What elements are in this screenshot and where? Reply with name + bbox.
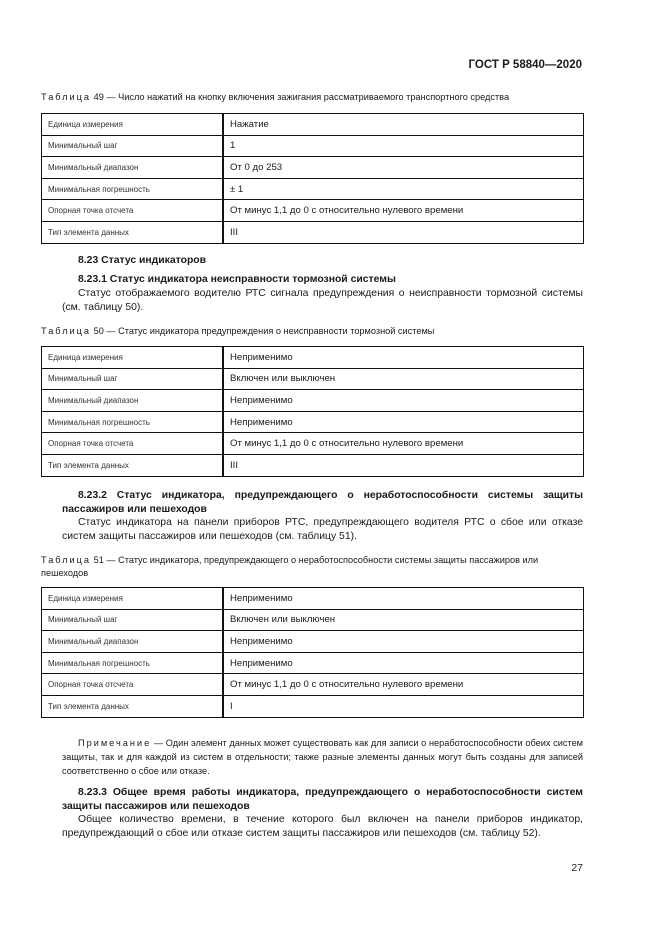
row-label: Тип элемента данных	[42, 454, 224, 476]
row-label: Минимальный диапазон	[42, 631, 224, 653]
table-row	[42, 609, 584, 631]
row-value: III	[223, 221, 584, 243]
document-id: ГОСТ Р 58840—2020	[468, 59, 582, 71]
section-8-23-2-title: 8.23.2 Статус индикатора, предупреждающего о неработоспособности системы защиты пассажиров или пешеходов	[62, 490, 583, 515]
table-51	[41, 587, 584, 718]
row-label: Минимальный диапазон	[42, 390, 224, 412]
note-text: — Один элемент данных может существовать как для записи о неработоспособности обеих систем защиты, так и для каждой из систем в отдельности; также разные элементы данных могут быть созданы для записей соответственно о сбое или отказе.	[62, 738, 583, 776]
row-label: Тип элемента данных	[42, 695, 224, 717]
section-8-23-3-title: 8.23.3 Общее время работы индикатора, предупреждающего о неработоспособности систем защиты пассажиров или пешеходов	[62, 787, 583, 812]
table-row	[42, 178, 584, 200]
row-label: Минимальный шаг	[42, 609, 224, 631]
row-label: Опорная точка отсчета	[42, 433, 224, 455]
row-value: Неприменимо	[223, 652, 584, 674]
row-label: Единица измерения	[42, 114, 224, 136]
table-row	[42, 674, 584, 696]
row-label: Минимальный диапазон	[42, 157, 224, 179]
page-number: 27	[571, 862, 583, 874]
row-label: Тип элемента данных	[42, 221, 224, 243]
table-50-caption	[41, 325, 586, 338]
row-label: Опорная точка отсчета	[42, 674, 224, 696]
row-value: III	[223, 454, 584, 476]
row-value: От минус 1,1 до 0 с относительно нулевого времени	[223, 200, 584, 222]
row-value: От минус 1,1 до 0 с относительно нулевого времени	[223, 674, 584, 696]
row-value: 1	[223, 135, 584, 157]
table-row	[42, 454, 584, 476]
row-value: Нажатие	[223, 114, 584, 136]
section-8-23-3-text: Общее количество времени, в течение которого был включен на панели приборов индикатор, предупреждающий о сбое или отказе систем защиты пассажиров или пешеходов (см. таблицу 52).	[62, 814, 583, 839]
row-value: Неприменимо	[223, 588, 584, 610]
table-49	[41, 113, 584, 244]
row-value: Неприменимо	[223, 390, 584, 412]
table-row	[42, 114, 584, 136]
table-51-caption	[41, 554, 586, 580]
table-row	[42, 157, 584, 179]
row-label: Единица измерения	[42, 347, 224, 369]
table-row	[42, 200, 584, 222]
table-50	[41, 346, 584, 477]
note-word: Примечание	[78, 738, 152, 748]
caption-text: 51 — Статус индикатора, предупреждающего о неработоспособности системы защиты пассажиров или пешеходов	[41, 555, 539, 578]
table-row	[42, 390, 584, 412]
table-row	[42, 631, 584, 653]
row-value: ± 1	[223, 178, 584, 200]
note	[62, 736, 583, 778]
section-8-23-title: 8.23 Статус индикаторов	[78, 255, 207, 266]
row-value: Неприменимо	[223, 631, 584, 653]
table-row	[42, 652, 584, 674]
section-8-23-1-text: Статус отображаемого водителю РТС сигнала предупреждения о неисправности тормозной системы (см. таблицу 50).	[62, 288, 583, 313]
caption-word: Таблица	[41, 92, 92, 102]
row-value: От минус 1,1 до 0 с относительно нулевого времени	[223, 433, 584, 455]
row-value: Неприменимо	[223, 347, 584, 369]
row-value: От 0 до 253	[223, 157, 584, 179]
section-8-23-2-text: Статус индикатора на панели приборов РТС, предупреждающего водителя РТС о сбое или отказе систем защиты пассажиров или пешеходов (см. таблицу 51).	[62, 517, 583, 542]
table-row	[42, 368, 584, 390]
caption-word: Таблица	[41, 326, 92, 336]
row-value: I	[223, 695, 584, 717]
row-label: Единица измерения	[42, 588, 224, 610]
table-row	[42, 433, 584, 455]
table-49-caption	[41, 91, 586, 104]
row-label: Минимальная погрешность	[42, 652, 224, 674]
row-value: Включен или выключен	[223, 368, 584, 390]
table-row	[42, 588, 584, 610]
table-row	[42, 347, 584, 369]
row-value: Неприменимо	[223, 411, 584, 433]
caption-text: 50 — Статус индикатора предупреждения о неисправности тормозной системы	[91, 326, 435, 336]
row-label: Минимальная погрешность	[42, 178, 224, 200]
row-value: Включен или выключен	[223, 609, 584, 631]
table-row	[42, 221, 584, 243]
table-row	[42, 135, 584, 157]
row-label: Минимальный шаг	[42, 135, 224, 157]
section-8-23-1-title: 8.23.1 Статус индикатора неисправности тормозной системы	[78, 274, 396, 285]
caption-word: Таблица	[41, 555, 92, 565]
row-label: Минимальный шаг	[42, 368, 224, 390]
row-label: Минимальная погрешность	[42, 411, 224, 433]
row-label: Опорная точка отсчета	[42, 200, 224, 222]
caption-text: 49 — Число нажатий на кнопку включения зажигания рассматриваемого транспортного средства	[91, 92, 510, 102]
table-row	[42, 411, 584, 433]
table-row	[42, 695, 584, 717]
